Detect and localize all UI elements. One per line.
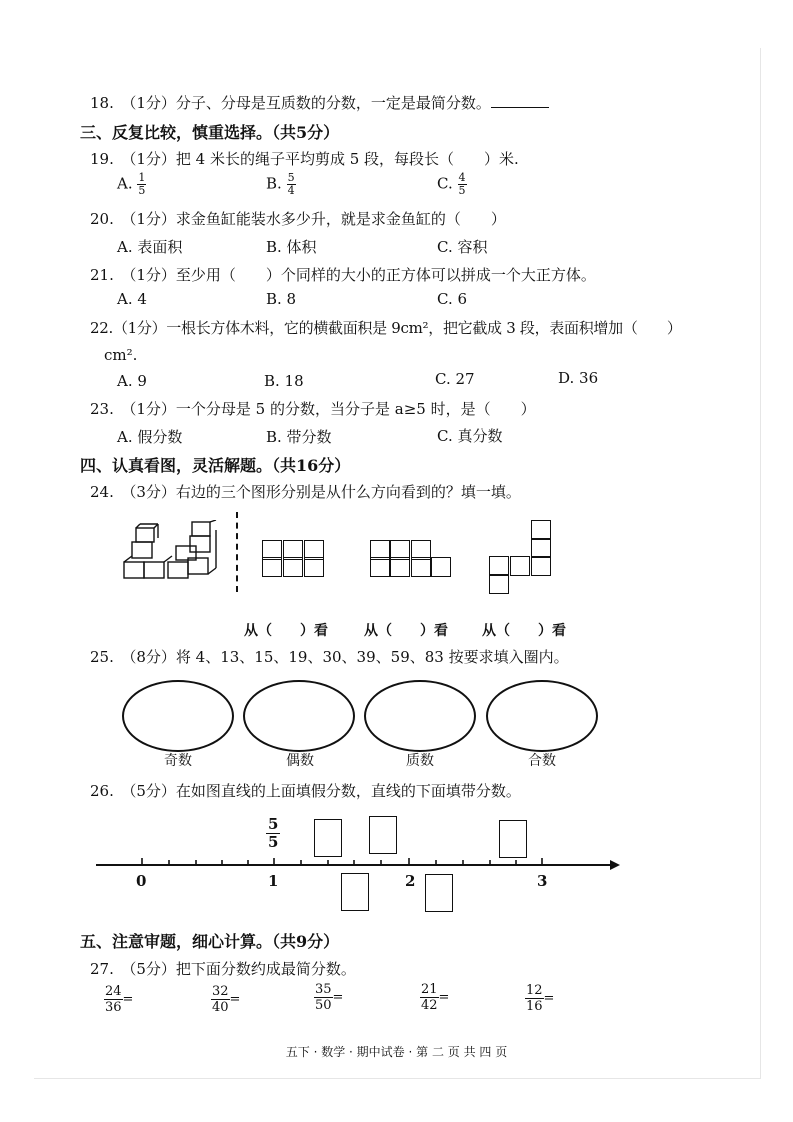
- tick-label-1: 1: [268, 872, 279, 890]
- q19-option-c[interactable]: [437, 172, 467, 197]
- grid-cell: [531, 520, 551, 540]
- tick-label-3: 3: [537, 872, 548, 890]
- question-25-stem: 25. （8分）将 4、13、15、19、30、39、59、83 按要求填入圈内。: [90, 648, 569, 666]
- denominator: 5: [138, 184, 146, 197]
- cube-stack-figure: [120, 520, 220, 582]
- simplify-item-4[interactable]: [420, 982, 449, 1013]
- denominator: 4: [287, 184, 295, 197]
- equals-sign: =: [122, 992, 134, 1007]
- q20-option-c[interactable]: C. 容积: [437, 238, 488, 256]
- q19-option-a[interactable]: [117, 172, 146, 197]
- denominator: 5: [458, 184, 466, 197]
- oval-label-composite: 合数: [528, 753, 556, 769]
- denominator: 5: [268, 833, 279, 851]
- numerator: 32: [212, 984, 229, 999]
- q22-option-d[interactable]: D. 36: [558, 369, 599, 387]
- numerator: 5: [268, 815, 279, 833]
- q22-option-c[interactable]: C. 27: [435, 370, 475, 388]
- equals-sign: =: [229, 992, 241, 1007]
- answer-blank-18[interactable]: [491, 93, 549, 108]
- grid-cell: [531, 556, 551, 576]
- q19-option-b[interactable]: [266, 172, 296, 197]
- numerator: 21: [421, 982, 438, 997]
- denominator: 50: [315, 998, 332, 1013]
- q23-option-b[interactable]: B. 带分数: [266, 428, 332, 446]
- fraction: [458, 172, 467, 197]
- question-23-stem: 23. （1分）一个分母是 5 的分数，当分子是 a≥5 时，是（ ）: [90, 400, 536, 418]
- equals-sign: =: [332, 990, 344, 1005]
- divider-line: [236, 512, 238, 592]
- grid-cell: [531, 538, 551, 558]
- equals-sign: =: [438, 990, 450, 1005]
- simplify-item-3[interactable]: [314, 982, 343, 1013]
- grid-cell: [370, 557, 390, 577]
- answer-box-below-2[interactable]: [425, 874, 453, 912]
- page-footer: 五下 · 数学 · 期中试卷 · 第 二 页 共 四 页: [285, 1045, 508, 1059]
- numerator: 4: [458, 171, 466, 184]
- answer-box-above-3[interactable]: [499, 820, 527, 858]
- oval-even[interactable]: [243, 680, 355, 752]
- equals-sign: =: [543, 991, 555, 1006]
- question-21-stem: 21. （1分）至少用（ ）个同样的大小的正方体可以拼成一个大正方体。: [90, 266, 596, 284]
- option-label: B.: [266, 174, 282, 193]
- section-3-title: 三、反复比较，慎重选择。（共5分）: [80, 123, 340, 142]
- option-label: C.: [437, 174, 453, 193]
- oval-composite[interactable]: [486, 680, 598, 752]
- numerator: 24: [105, 984, 122, 999]
- tick-label-0: 0: [136, 872, 147, 890]
- answer-box-below-1[interactable]: [341, 873, 369, 911]
- simplify-item-5[interactable]: [525, 983, 554, 1014]
- denominator: 42: [421, 998, 438, 1013]
- fraction: [314, 982, 333, 1013]
- denominator: 36: [105, 1000, 122, 1015]
- answer-box-above-1[interactable]: [314, 819, 342, 857]
- arrow-icon: [610, 860, 620, 870]
- numerator: 1: [138, 171, 146, 184]
- q23-option-a[interactable]: A. 假分数: [117, 428, 183, 446]
- q20-option-a[interactable]: A. 表面积: [117, 238, 183, 256]
- question-27-stem: 27. （5分）把下面分数约成最简分数。: [90, 960, 356, 978]
- oval-odd[interactable]: [122, 680, 234, 752]
- oval-prime[interactable]: [364, 680, 476, 752]
- numerator: 12: [526, 983, 543, 998]
- grid-cell: [262, 557, 282, 577]
- section-5-title: 五、注意审题，细心计算。（共9分）: [80, 932, 340, 951]
- oval-label-odd: 奇数: [164, 753, 192, 769]
- grid-cell: [283, 557, 303, 577]
- fraction-five-fifths: [266, 816, 280, 851]
- question-26-stem: 26. （5分）在如图直线的上面填假分数，直线的下面填带分数。: [90, 782, 521, 800]
- fraction: [104, 984, 123, 1015]
- numerator: 5: [287, 171, 295, 184]
- simplify-item-1[interactable]: [104, 984, 133, 1015]
- grid-cell: [390, 540, 410, 560]
- question-18: [90, 92, 549, 113]
- view-answer-2[interactable]: 从（ ）看: [364, 623, 448, 639]
- denominator: 16: [526, 999, 543, 1014]
- question-20-stem: 20. （1分）求金鱼缸能装水多少升，就是求金鱼缸的（ ）: [90, 210, 506, 228]
- q22-option-b[interactable]: B. 18: [264, 372, 304, 390]
- grid-cell: [489, 556, 509, 576]
- q20-option-b[interactable]: B. 体积: [266, 238, 317, 256]
- question-24-stem: 24. （3分）右边的三个图形分别是从什么方向看到的？填一填。: [90, 483, 521, 501]
- grid-cell: [390, 557, 410, 577]
- q22-option-a[interactable]: A. 9: [117, 372, 147, 390]
- oval-label-prime: 质数: [406, 753, 434, 769]
- q21-option-c[interactable]: C. 6: [437, 290, 468, 308]
- q23-option-c[interactable]: C. 真分数: [437, 427, 503, 445]
- question-19-stem: 19. （1分）把 4 米长的绳子平均剪成 5 段，每段长（ ）米.: [90, 150, 519, 168]
- fraction: [211, 984, 230, 1015]
- question-22-stem: 22.（1分）一根长方体木料，它的横截面积是 9cm²，把它截成 3 段，表面积增加（ ）: [90, 319, 682, 337]
- grid-cell: [304, 557, 324, 577]
- tick-label-2: 2: [405, 872, 416, 890]
- grid-cell: [510, 556, 530, 576]
- q21-option-b[interactable]: B. 8: [266, 290, 297, 308]
- grid-cell: [411, 557, 431, 577]
- answer-box-above-2[interactable]: [369, 816, 397, 854]
- fraction: [287, 172, 296, 197]
- denominator: 40: [212, 1000, 229, 1015]
- number-line: [96, 852, 620, 872]
- grid-cell: [431, 557, 451, 577]
- question-22-unit: cm².: [104, 346, 138, 364]
- view-answer-3[interactable]: 从（ ）看: [482, 623, 566, 639]
- tick-marks: [142, 858, 542, 865]
- fraction: [525, 983, 544, 1014]
- fraction: [137, 172, 146, 197]
- numerator: 35: [315, 982, 332, 997]
- grid-cell: [489, 574, 509, 594]
- oval-label-even: 偶数: [286, 753, 314, 769]
- section-4-title: 四、认真看图，灵活解题。（共16分）: [80, 456, 351, 475]
- option-label: A.: [117, 174, 133, 193]
- fraction: [420, 982, 439, 1013]
- view-answer-1[interactable]: 从（ ）看: [244, 623, 328, 639]
- q21-option-a[interactable]: A. 4: [117, 290, 147, 308]
- question-18-text: 18. （1分）分子、分母是互质数的分数，一定是最简分数。: [90, 94, 491, 112]
- simplify-item-2[interactable]: [211, 984, 240, 1015]
